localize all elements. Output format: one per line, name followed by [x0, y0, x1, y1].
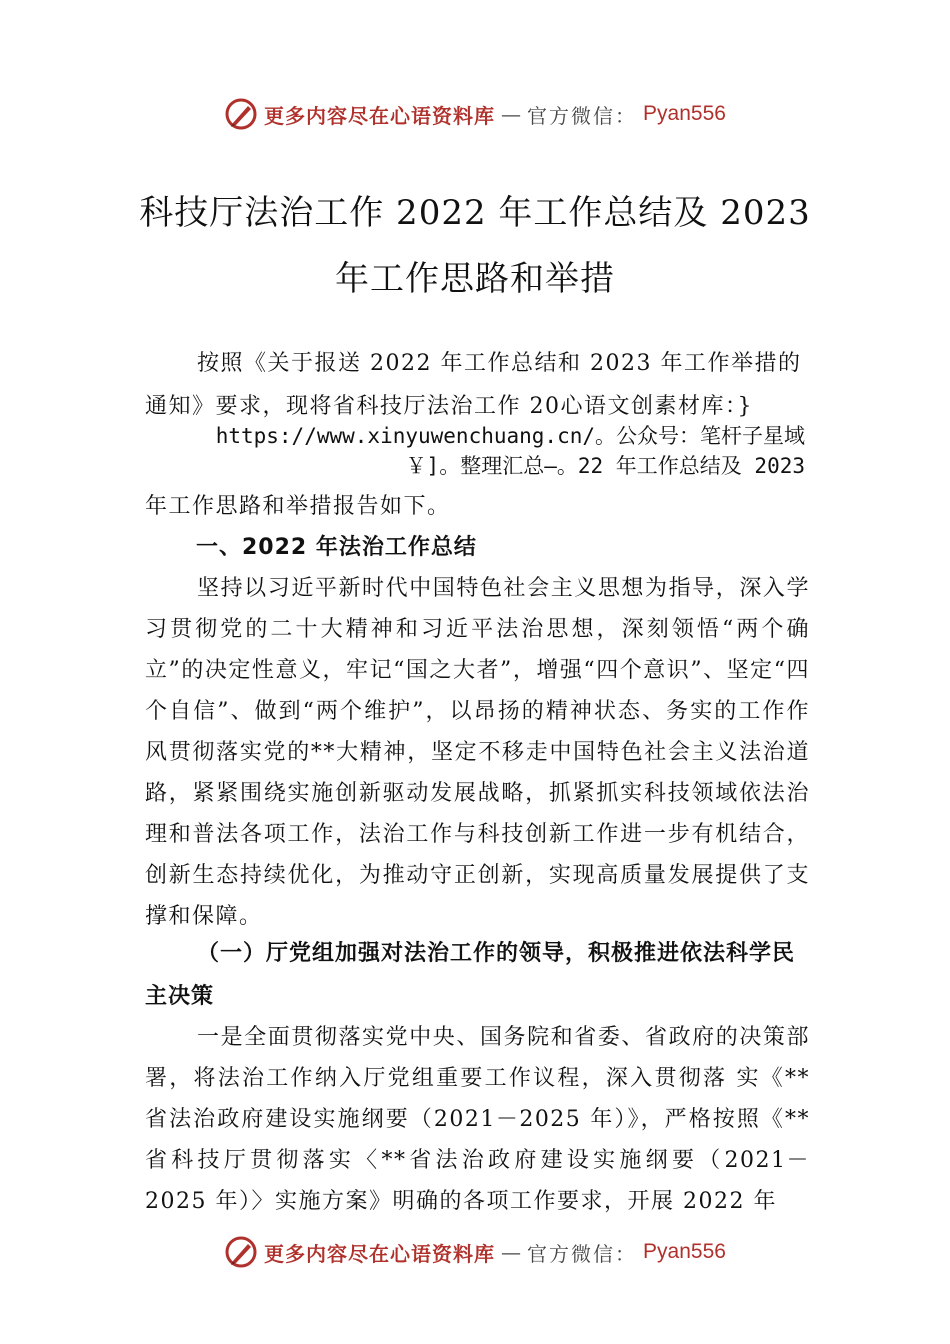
subsection-1-body: 一是全面贯彻落实党中央、国务院和省委、省政府的决策部署，将法治工作纳入厅党组重要工作议程，深入贯彻落 实《**省法治政府建设实施纲要（2021－2025 年）》，严格按照《**省科技厅贯彻落实〈**省法治政府建设实施纲要（2021－2025 年）〉实施方案》明确的各项工作要求，开展 2022 年 — [145, 1025, 810, 1214]
banner-wechat-id: Pyan556 — [643, 1240, 726, 1263]
title-line-2: 年工作思路和举措 — [335, 259, 615, 299]
intro-line-1: 按照《关于报送 2022 年工作总结和 2023 年工作举措的 — [197, 351, 802, 376]
header-banner — [0, 94, 950, 134]
banner-separator: — — [501, 102, 522, 126]
banner-wechat-id: Pyan556 — [643, 102, 726, 125]
section-1-body: 坚持以习近平新时代中国特色社会主义思想为指导，深入学习贯彻党的二十大精神和习近平法治思想，深刻领悟“两个确立”的决定性意义，牢记“国之大者”，增强“四个意识”、坚定“四个自信”、做到“两个维护”，以昂扬的精神状态、务实的工作作风贯彻落实党的**大精神，坚定不移走中国特色社会主义法治道路，紧紧围绕实施创新驱动发展战略，抓紧抓实科技领域依法治理和普法各项工作，法治工作与科技创新工作进一步有机结合，创新生态持续优化，为推动守正创新，实现高质量发展提供了支撑和保障。 — [145, 576, 810, 929]
banner-wechat-label: 官方微信： — [527, 1241, 638, 1266]
document-title — [120, 180, 830, 312]
intro-line-3: https://www.xinyuwenchuang.cn/。公众号：笔杆子星域 — [215, 424, 805, 448]
banner-brand-text: 更多内容尽在心语资料库 — [264, 103, 496, 128]
title-line-1: 科技厅法治工作 2022 年工作总结及 2023 — [139, 193, 811, 233]
intro-line-5: 年工作思路和举措报告如下。 — [145, 494, 451, 519]
section-1-heading: 一、2022 年法治工作总结 — [196, 535, 477, 560]
pen-logo-icon — [224, 1235, 258, 1269]
footer-banner — [0, 1232, 950, 1272]
banner-separator: — — [501, 1240, 522, 1264]
banner-wechat-label: 官方微信： — [527, 103, 638, 128]
intro-line-4: ￥]。整理汇总—。22 年工作总结及 2023 — [405, 454, 805, 478]
banner-brand-text: 更多内容尽在心语资料库 — [264, 1241, 496, 1266]
pen-logo-icon — [224, 97, 258, 131]
subsection-1-heading: （一）厅党组加强对法治工作的领导，积极推进依法科学民主决策 — [145, 941, 796, 1009]
intro-line-2: 通知》要求，现将省科技厅法治工作 20心语文创素材库：} — [145, 394, 753, 419]
